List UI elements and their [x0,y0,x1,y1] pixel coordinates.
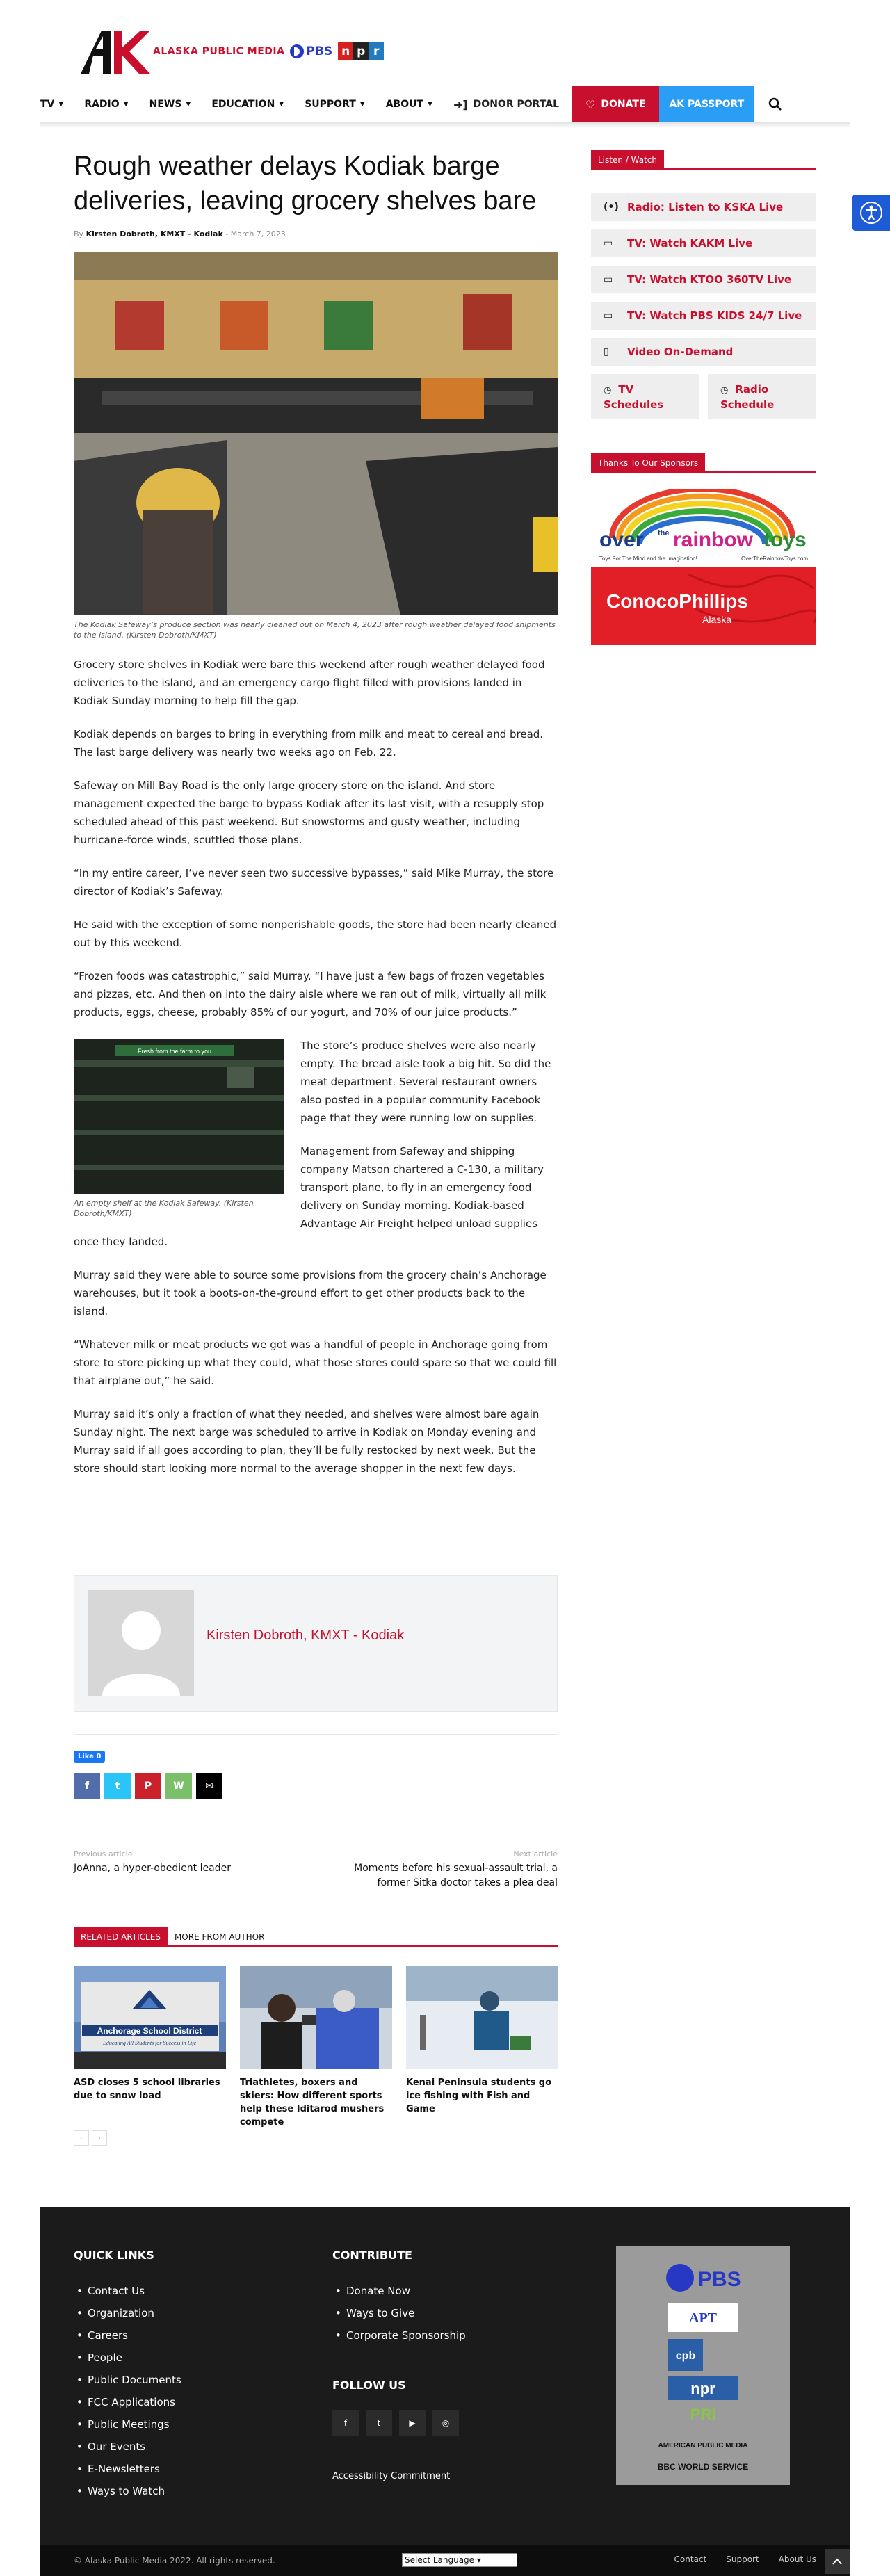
chevron-down-icon: ▼ [58,101,64,108]
pbs-icon [290,44,304,58]
chevron-down-icon: ▼ [123,101,129,108]
related-title[interactable]: ASD closes 5 school libraries due to snow load [74,2077,220,2101]
clock-icon: ◷ [720,385,729,396]
footer-contact-link[interactable]: Contact [674,2554,707,2564]
sponsor-ad-conocophillips[interactable] [591,567,816,645]
pri-partner-logo: PRI [690,2406,716,2423]
site-header [40,0,850,125]
footer-link[interactable]: • Our Events [74,2436,181,2458]
radio-schedule-button[interactable]: ◷ Radio Schedule [708,374,816,419]
footer-link[interactable]: • Donate Now [332,2280,466,2302]
share-buttons [74,1773,222,1799]
article-paragraph: Grocery store shelves in Kodiak were bare this weekend after rough weather delayed food deliveries to the island, and an emergency cargo flight filled with provisions landed in Kodiak Sunday morning to help fill the gap. [74,658,545,707]
related-card[interactable] [406,1966,558,2129]
video-on-demand[interactable]: ▯ Video On-Demand [591,338,816,366]
empty-shelf-image [74,1039,284,1194]
footer-link[interactable]: • Public Meetings [74,2413,181,2436]
apt-partner-logo: APT [689,2310,717,2326]
listen-radio-ksk[interactable]: (•) Radio: Listen to KSKA Live [591,193,816,221]
footer-link[interactable]: • Contact Us [74,2280,181,2302]
language-select[interactable]: Select Language ▾ [402,2553,517,2567]
footer-link[interactable]: • Organization [74,2302,181,2324]
clock-icon: ◷ [604,385,612,396]
byline: By Kirsten Dobroth, KMXT - Kodiak - March 7, 2023 [74,229,286,238]
related-title[interactable]: Triathletes, boxers and skiers: How different sports help these Iditarod mushers compete [240,2077,385,2128]
related-tabs [74,1927,558,1947]
svg-text:Alaska: Alaska [702,614,732,625]
footer-bottom-links [674,2554,816,2564]
footer-bottom-bar [40,2545,850,2576]
donor-portal-link[interactable]: ➜] DONOR PORTAL [453,97,559,111]
chevron-down-icon: ▼ [428,101,432,108]
facebook-share-icon[interactable]: f [74,1773,100,1799]
watch-pbs-kids[interactable]: ▭ TV: Watch PBS KIDS 24/7 Live [591,302,816,330]
footer-link[interactable]: • Ways to Watch [74,2480,181,2502]
nav-news[interactable]: NEWS ▼ [149,99,191,110]
article-paragraph: “Whatever milk or meat products we got was a handful of people in Anchorage going from store to store picking up what they could, what those stores could spare so that we could fill that airplane out,” he said. [74,1338,557,1387]
footer-link[interactable]: • Corporate Sponsorship [332,2324,466,2347]
npr-logo [338,42,384,60]
author-box [74,1575,558,1712]
divider [74,1734,558,1735]
site-footer [40,2207,850,2562]
watch-ktoo[interactable]: ▭ TV: Watch KTOO 360TV Live [591,266,816,293]
cpb-partner-logo: cpb [675,2350,696,2362]
bbc-partner-logo: BBC WORLD SERVICE [657,2462,749,2472]
antenna-icon: (•) [604,202,619,213]
apm-partner-logo: AMERICAN PUBLIC MEDIA [658,2442,748,2449]
follow-us-heading: FOLLOW US [332,2379,406,2392]
article-paragraph: Safeway on Mill Bay Road is the only large grocery store on the island. And store management expected the barge to bypass Kodiak after its last visit, with a resupply stop scheduled ahead of this past weekend. But snowstorms and gusty weather, including hurricane-force winds, scuttled those plans. [74,779,544,846]
svg-text:OverTheRainbowToys.com: OverTheRainbowToys.com [741,556,808,562]
watch-kakm[interactable]: ▭ TV: Watch KAKM Live [591,229,816,257]
nav-about[interactable]: ABOUT ▼ [385,99,432,110]
related-card[interactable] [74,1966,226,2129]
post-navigation [74,1849,558,1891]
whatsapp-share-icon[interactable]: W [165,1773,192,1799]
copyright: © Alaska Public Media 2022. All rights reserved. [74,2555,275,2566]
svg-text:rainbow: rainbow [673,528,754,551]
sidebar [591,150,816,645]
passport-button[interactable]: AK PASSPORT [659,86,754,122]
footer-link[interactable]: • Ways to Give [332,2302,466,2324]
nav-support[interactable]: SUPPORT ▼ [305,99,365,110]
inline-caption: An empty shelf at the Kodiak Safeway. (Kirsten Dobroth/KMXT) [74,1199,254,1218]
youtube-icon[interactable]: ▶ [399,2410,426,2436]
nav-radio[interactable]: RADIO ▼ [84,99,129,110]
site-logo[interactable] [74,28,384,75]
article [74,149,558,1477]
tab-more-from-author[interactable]: MORE FROM AUTHOR [174,1932,265,1942]
sponsors-heading: Thanks To Our Sponsors [591,453,816,473]
donate-button[interactable]: ♡ DONATE [572,86,659,122]
related-image[interactable] [406,1966,558,2069]
pbs-logo [290,44,332,58]
author-name[interactable]: Kirsten Dobroth, KMXT - Kodiak [207,1628,405,1643]
quick-links: QUICK LINKS • Contact Us • Organization • Careers • People • Public Documents • FCC Applications • Public Meetings • Our Events • E-Newsletters • Ways to Watch [74,2249,181,2502]
related-image[interactable] [240,1966,392,2069]
twitter-share-icon[interactable]: t [104,1773,131,1799]
related-card[interactable] [240,1966,392,2129]
svg-text:toys: toys [763,528,807,551]
accessibility-commitment-link[interactable]: Accessibility Commitment [332,2471,451,2481]
tv-schedules-button[interactable]: ◷ TV Schedules [591,374,699,419]
article-paragraph: The store’s produce shelves were also nearly empty. The bread aisle took a big hit. So did the meat department. Several restaurant owners also posted in a popular community Facebook page that they were running low on supplies. [300,1039,551,1124]
related-title[interactable]: Kenai Peninsula students go ice fishing with Fish and Game [406,2077,552,2114]
pager-prev[interactable]: ‹ [74,2130,89,2146]
article-paragraph: “Frozen foods was catastrophic,” said Murray. “I have just a few bags of frozen vegetables and pizzas, etc. And then on into the dairy aisle where we ran out of milk, virtually all milk products, eggs, cheese, probably 85% of our yogurt, and 70% of our juice products.” [74,970,547,1019]
byline-date: March 7, 2023 [230,229,286,238]
tab-related-articles[interactable]: RELATED ARTICLES [74,1927,168,1945]
listen-watch-heading: Listen / Watch [591,150,816,170]
npr-r: r [369,42,384,60]
related-articles [74,1966,558,2129]
facebook-icon[interactable]: f [332,2410,359,2436]
tablet-icon: ▯ [604,346,609,357]
inline-figure [74,1039,284,1219]
footer-link[interactable]: • E-Newsletters [74,2458,181,2480]
hero-image [74,252,558,615]
back-to-top-icon[interactable] [825,2549,850,2574]
asd-sign-tagline: Educating All Students for Success in Life [102,2040,197,2046]
hero-caption: The Kodiak Safeway’s produce section was nearly cleaned out on March 4, 2023 after rough weather delayed food shipments to the island. (Kirsten Dobroth/KMXT) [74,620,556,640]
footer-link[interactable]: • People [74,2347,181,2369]
article-paragraph: Murray said it’s only a fraction of what they needed, and shelves were almost bare again Sunday night. The next barge was scheduled to arrive in Kodiak on Monday evening and Murray said if all goes according to plan, they’ll be fully restocked by next week. But the store should start looking more normal to the average shopper in the next few days. [74,1408,540,1475]
footer-support-link[interactable]: Support [726,2554,759,2564]
pinterest-share-icon[interactable]: P [135,1773,161,1799]
npr-n: n [338,42,353,60]
facebook-like-button[interactable]: Like 0 [74,1751,105,1763]
footer-link[interactable]: • Careers [74,2324,181,2347]
social-links [332,2410,466,2436]
nav-tv[interactable]: TV ▼ [40,99,64,110]
tv-icon: ▭ [604,274,613,285]
avatar[interactable] [88,1590,194,1696]
partner-logos [616,2246,790,2485]
tv-icon: ▭ [604,310,613,321]
related-image[interactable] [74,1966,226,2069]
pager-next[interactable]: › [92,2130,107,2146]
contribute: CONTRIBUTE • Donate Now • Ways to Give • Corporate Sponsorship FOLLOW US f t ▶ ◎ Accessibility Commitment [332,2249,466,2481]
byline-author[interactable]: Kirsten Dobroth, KMXT - Kodiak [86,229,223,238]
main-nav [40,86,850,122]
pbs-text: PBS [306,44,333,58]
heart-icon: ♡ [585,97,596,111]
email-share-icon[interactable]: ✉ [196,1773,222,1799]
svg-text:over: over [599,528,644,551]
article-paragraph: Kodiak depends on barges to bring in everything from milk and meat to cereal and bread. The last barge delivery was nearly two weeks ago on Feb. 22. [74,728,544,759]
instagram-icon[interactable]: ◎ [432,2410,459,2436]
article-paragraph: He said with the exception of some nonperishable goods, the store had been nearly cleaned out by this weekend. [74,918,557,949]
npr-partner-logo: npr [690,2380,715,2397]
twitter-icon[interactable]: t [366,2410,392,2436]
header-divider [40,122,850,128]
pbs-partner-logo: PBS [698,2268,741,2291]
logo-text: ALASKA PUBLIC MEDIA [153,46,285,57]
npr-p: p [353,42,369,60]
article-paragraph: “In my entire career, I’ve never seen two successive bypasses,” said Mike Murray, the store director of Kodiak’s Safeway. [74,867,554,898]
accessibility-icon [859,201,883,225]
sponsor-ad-rainbow-toys[interactable] [591,489,816,567]
article-title: Rough weather delays Kodiak barge deliveries, leaving grocery shelves bare [74,152,537,216]
next-article[interactable]: Next article Moments before his sexual-assault trial, a former Sitka doctor takes a plea deal [354,1849,558,1888]
nav-education[interactable]: EDUCATION ▼ [211,99,284,110]
svg-text:the: the [658,529,670,537]
asd-sign: Anchorage School District [97,2026,202,2036]
footer-link[interactable]: • FCC Applications [74,2391,181,2413]
article-paragraph: Management from Safeway and shipping company Matson chartered a C-130, a military transport plane, to fly in an emergency food delivery on Sunday morning. Kodiak-based Advantage Air Freight helped unload supplies once they landed. [74,1145,544,1248]
svg-text:ConocoPhillips: ConocoPhillips [606,590,748,612]
ak-logo-icon [74,28,150,75]
store-sign: Fresh from the farm to you [137,1048,212,1055]
svg-text:Toys For The Mind and the Imag: Toys For The Mind and the Imagination! [599,556,697,562]
chevron-down-icon: ▼ [359,101,365,108]
schedule-buttons [591,374,816,419]
tv-icon: ▭ [604,238,613,249]
sign-in-icon: ➜] [453,97,468,111]
previous-article[interactable]: Previous article JoAnna, a hyper-obedient leader [74,1849,231,1874]
search-icon[interactable] [768,97,783,112]
chevron-down-icon: ▼ [186,101,191,108]
article-paragraph: Murray said they were able to source some provisions from the grocery chain’s Anchorage warehouses, but it took a boots-on-the-ground effort to get other products back to the island. [74,1269,547,1318]
related-pager [74,2130,107,2146]
chevron-down-icon: ▼ [279,101,284,108]
accessibility-toolbar-button[interactable] [852,195,890,231]
footer-about-link[interactable]: About Us [778,2554,816,2564]
footer-link[interactable]: • Public Documents [74,2369,181,2391]
